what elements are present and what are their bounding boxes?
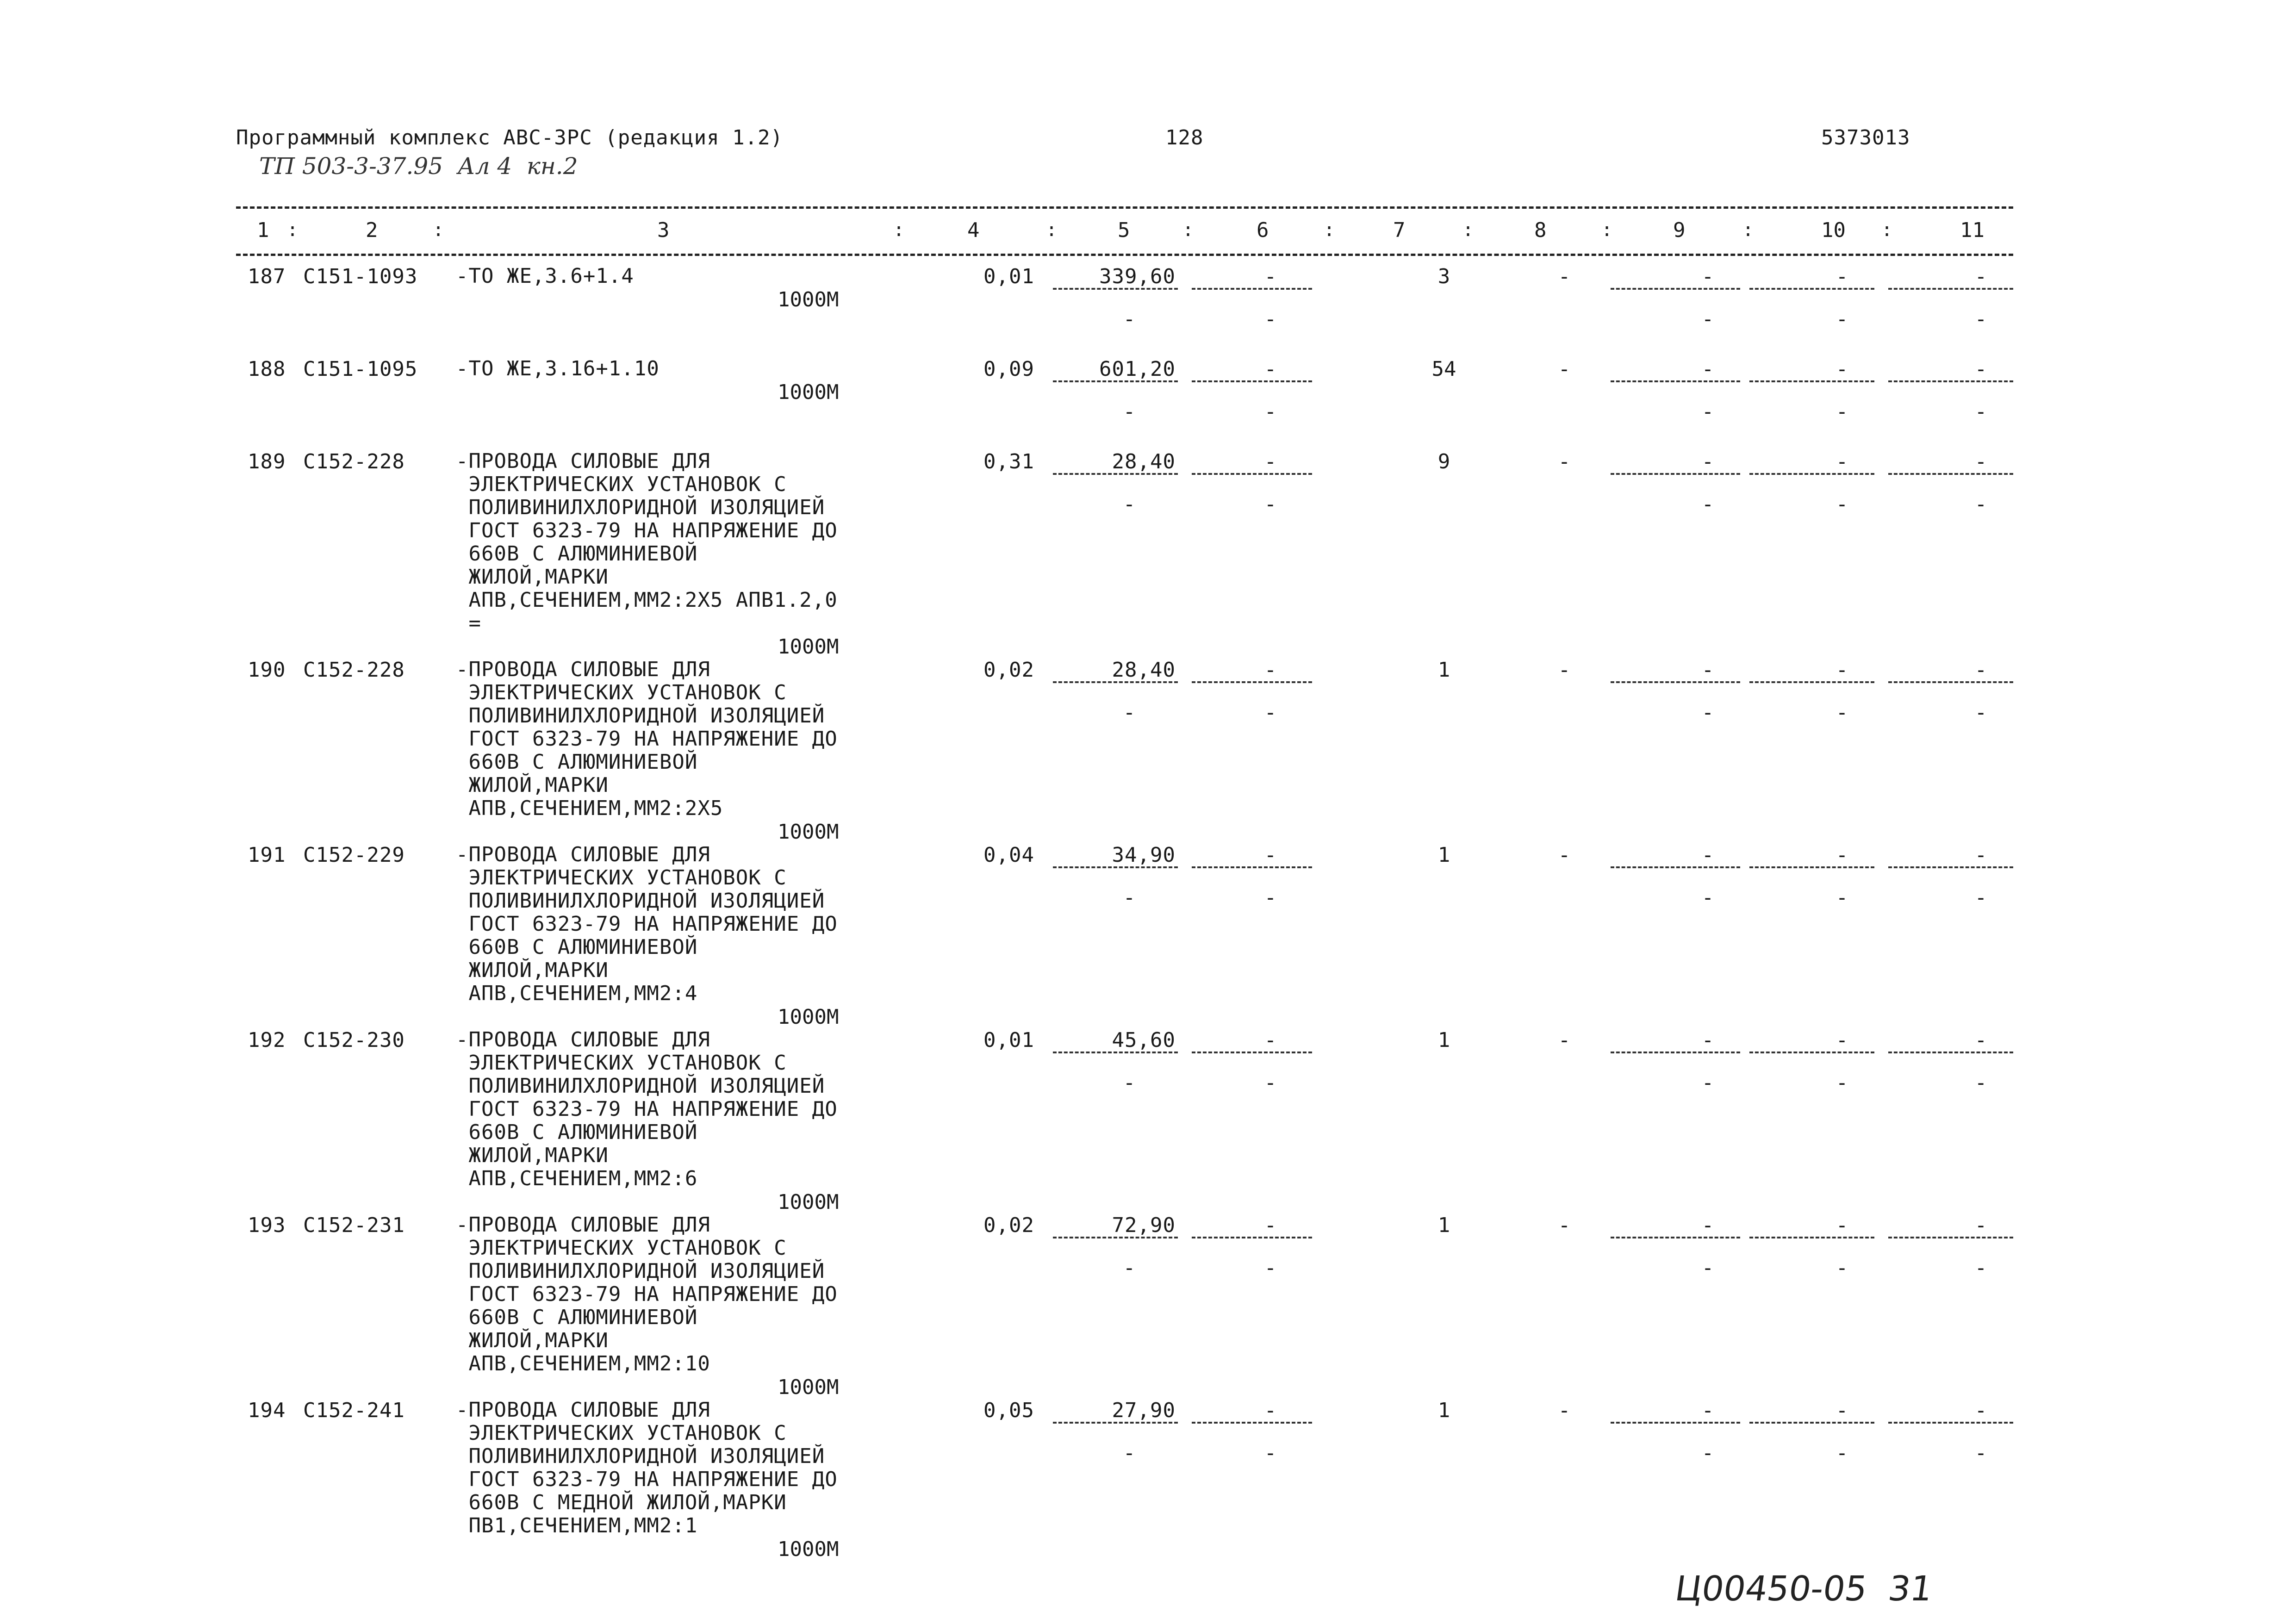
unit-cost: 34,90: [1112, 843, 1176, 867]
quantity: 0,09: [983, 357, 1034, 381]
cell-col7: 54: [1431, 357, 1456, 381]
cell-divider: [1888, 380, 2013, 382]
unit-cost: 45,60: [1112, 1028, 1176, 1052]
cell-divider: [1053, 380, 1178, 382]
column-separator: :: [1742, 219, 1754, 241]
cell-divider: [1192, 473, 1312, 475]
cell-col11-lower: -: [1974, 1441, 1987, 1465]
cell-divider: [1611, 473, 1740, 475]
rate-code: С152-241: [303, 1399, 405, 1422]
cell-col5-lower: -: [1123, 492, 1136, 516]
cell-divider: [1611, 681, 1740, 683]
unit-of-measure: 1000М: [778, 1005, 839, 1029]
cell-divider: [1749, 681, 1874, 683]
rate-code: С152-230: [303, 1028, 405, 1052]
cell-col10: -: [1836, 843, 1848, 867]
row-number: 191: [248, 843, 286, 867]
cell-col7: 1: [1437, 1028, 1450, 1052]
cell-col9-lower: -: [1701, 1441, 1714, 1465]
cell-col8: -: [1558, 265, 1571, 288]
cell-divider: [1749, 1237, 1874, 1238]
column-separator: :: [1324, 219, 1335, 241]
cell-col5-lower: -: [1123, 307, 1136, 331]
cell-col9: -: [1701, 658, 1714, 682]
rate-code: С151-1095: [303, 357, 418, 381]
unit-cost: 601,20: [1099, 357, 1176, 381]
cell-divider: [1192, 681, 1312, 683]
unit-of-measure: 1000М: [778, 1190, 839, 1214]
cell-col9: -: [1701, 1399, 1714, 1422]
work-description: -ТО ЖЕ,3.16+1.10: [456, 357, 660, 380]
cell-col11-lower: -: [1974, 886, 1987, 909]
cell-col7: 1: [1437, 658, 1450, 682]
cell-divider: [1888, 681, 2013, 683]
cell-col8: -: [1558, 1213, 1571, 1237]
cell-col6: -: [1264, 1028, 1277, 1052]
column-header-10: 10: [1821, 218, 1846, 242]
cell-col10: -: [1836, 1399, 1848, 1422]
cell-divider: [1053, 1237, 1178, 1238]
cell-col8: -: [1558, 658, 1571, 682]
cell-col9: -: [1701, 450, 1714, 473]
unit-cost: 28,40: [1112, 450, 1176, 473]
cell-col8: -: [1558, 843, 1571, 867]
cell-col8: -: [1558, 450, 1571, 473]
cell-divider: [1749, 473, 1874, 475]
cell-col6: -: [1264, 843, 1277, 867]
unit-of-measure: 1000М: [778, 635, 839, 659]
cell-col11: -: [1974, 357, 1987, 381]
work-description: -ТО ЖЕ,3.6+1.4: [456, 264, 634, 288]
cell-col11: -: [1974, 1399, 1987, 1422]
unit-cost: 339,60: [1099, 265, 1176, 288]
rate-code: С152-228: [303, 450, 405, 473]
cell-col7: 1: [1437, 1399, 1450, 1422]
work-description: -ПРОВОДА СИЛОВЫЕ ДЛЯ ЭЛЕКТРИЧЕСКИХ УСТАНОВОК С ПОЛИВИНИЛХЛОРИДНОЙ ИЗОЛЯЦИЕЙ ГОСТ 6323-79 НА НАПРЯЖЕНИЕ ДО 660В С АЛЮМИНИЕВОЙ ЖИЛОЙ,МАРКИ АПВ,СЕЧЕНИЕМ,ММ2:10: [456, 1213, 838, 1375]
cell-col10: -: [1836, 265, 1848, 288]
cell-divider: [1888, 866, 2013, 868]
unit-of-measure: 1000М: [778, 380, 839, 404]
doc-code: 5373013: [1821, 126, 1910, 149]
cell-divider: [1888, 288, 2013, 290]
cell-col6: -: [1264, 1399, 1277, 1422]
cell-divider: [1749, 1422, 1874, 1424]
cell-col6: -: [1264, 658, 1277, 682]
cell-col9: -: [1701, 843, 1714, 867]
work-description: -ПРОВОДА СИЛОВЫЕ ДЛЯ ЭЛЕКТРИЧЕСКИХ УСТАНОВОК С ПОЛИВИНИЛХЛОРИДНОЙ ИЗОЛЯЦИЕЙ ГОСТ 6323-79 НА НАПРЯЖЕНИЕ ДО 660В С АЛЮМИНИЕВОЙ ЖИЛОЙ,МАРКИ АПВ,СЕЧЕНИЕМ,ММ2:2Х5 АПВ1.2,0 =: [456, 449, 838, 635]
column-header-7: 7: [1393, 218, 1406, 242]
cell-col11: -: [1974, 658, 1987, 682]
cell-col9: -: [1701, 357, 1714, 381]
header-bottom-rule: [236, 254, 2013, 256]
cell-divider: [1192, 866, 1312, 868]
cell-col11-lower: -: [1974, 701, 1987, 724]
cell-col10: -: [1836, 658, 1848, 682]
cell-col7: 3: [1437, 265, 1450, 288]
cell-divider: [1888, 473, 2013, 475]
cell-divider: [1053, 1052, 1178, 1053]
cell-col5-lower: -: [1123, 886, 1136, 909]
cell-col11: -: [1974, 265, 1987, 288]
cell-divider: [1611, 288, 1740, 290]
work-description: -ПРОВОДА СИЛОВЫЕ ДЛЯ ЭЛЕКТРИЧЕСКИХ УСТАНОВОК С ПОЛИВИНИЛХЛОРИДНОЙ ИЗОЛЯЦИЕЙ ГОСТ 6323-79 НА НАПРЯЖЕНИЕ ДО 660В С АЛЮМИНИЕВОЙ ЖИЛОЙ,МАРКИ АПВ,СЕЧЕНИЕМ,ММ2:2Х5: [456, 658, 838, 820]
column-separator: :: [893, 219, 905, 241]
cell-col10-lower: -: [1836, 400, 1848, 423]
cell-col9-lower: -: [1701, 307, 1714, 331]
cell-divider: [1611, 380, 1740, 382]
work-description: -ПРОВОДА СИЛОВЫЕ ДЛЯ ЭЛЕКТРИЧЕСКИХ УСТАНОВОК С ПОЛИВИНИЛХЛОРИДНОЙ ИЗОЛЯЦИЕЙ ГОСТ 6323-79 НА НАПРЯЖЕНИЕ ДО 660В С МЕДНОЙ ЖИЛОЙ,МАРКИ ПВ1,СЕЧЕНИЕМ,ММ2:1: [456, 1398, 838, 1537]
column-header-3: 3: [657, 218, 670, 242]
cell-col6-lower: -: [1264, 1256, 1277, 1280]
cell-col8: -: [1558, 1399, 1571, 1422]
cell-divider: [1053, 1422, 1178, 1424]
row-number: 192: [248, 1028, 286, 1052]
cell-col11-lower: -: [1974, 1256, 1987, 1280]
cell-col5-lower: -: [1123, 400, 1136, 423]
cell-col5-lower: -: [1123, 1256, 1136, 1280]
cell-col6: -: [1264, 1213, 1277, 1237]
rate-code: С152-229: [303, 843, 405, 867]
unit-cost: 28,40: [1112, 658, 1176, 682]
archive-stamp: Ц00450-05 31: [1672, 1569, 1935, 1609]
cell-col10-lower: -: [1836, 1441, 1848, 1465]
cell-col9-lower: -: [1701, 701, 1714, 724]
cell-divider: [1611, 866, 1740, 868]
unit-of-measure: 1000М: [778, 288, 839, 311]
work-description: -ПРОВОДА СИЛОВЫЕ ДЛЯ ЭЛЕКТРИЧЕСКИХ УСТАНОВОК С ПОЛИВИНИЛХЛОРИДНОЙ ИЗОЛЯЦИЕЙ ГОСТ 6323-79 НА НАПРЯЖЕНИЕ ДО 660В С АЛЮМИНИЕВОЙ ЖИЛОЙ,МАРКИ АПВ,СЕЧЕНИЕМ,ММ2:4: [456, 843, 838, 1005]
cell-col9: -: [1701, 1213, 1714, 1237]
cell-col11: -: [1974, 450, 1987, 473]
column-separator: :: [1881, 219, 1893, 241]
column-header-2: 2: [366, 218, 378, 242]
cell-col5-lower: -: [1123, 1441, 1136, 1465]
column-separator: :: [1601, 219, 1613, 241]
cell-col9-lower: -: [1701, 492, 1714, 516]
cell-col11: -: [1974, 1213, 1987, 1237]
cell-col5-lower: -: [1123, 701, 1136, 724]
cell-divider: [1053, 473, 1178, 475]
cell-col7: 9: [1437, 450, 1450, 473]
cell-divider: [1611, 1237, 1740, 1238]
cell-col6: -: [1264, 450, 1277, 473]
unit-cost: 72,90: [1112, 1213, 1176, 1237]
row-number: 190: [248, 658, 286, 682]
cell-col6-lower: -: [1264, 1071, 1277, 1095]
cell-divider: [1053, 866, 1178, 868]
cell-col8: -: [1558, 1028, 1571, 1052]
cell-col5-lower: -: [1123, 1071, 1136, 1095]
quantity: 0,02: [983, 658, 1034, 682]
cell-col9-lower: -: [1701, 886, 1714, 909]
cell-col6-lower: -: [1264, 1441, 1277, 1465]
row-number: 193: [248, 1213, 286, 1237]
rate-code: С152-231: [303, 1213, 405, 1237]
column-separator: :: [1182, 219, 1194, 241]
cell-col9-lower: -: [1701, 400, 1714, 423]
cell-divider: [1749, 288, 1874, 290]
cell-col9-lower: -: [1701, 1071, 1714, 1095]
cell-col8: -: [1558, 357, 1571, 381]
quantity: 0,04: [983, 843, 1034, 867]
cell-col10-lower: -: [1836, 492, 1848, 516]
cell-col6: -: [1264, 265, 1277, 288]
cell-divider: [1053, 288, 1178, 290]
quantity: 0,01: [983, 265, 1034, 288]
unit-of-measure: 1000М: [778, 1375, 839, 1399]
cell-col10: -: [1836, 450, 1848, 473]
cell-col11: -: [1974, 1028, 1987, 1052]
quantity: 0,01: [983, 1028, 1034, 1052]
cell-col11: -: [1974, 843, 1987, 867]
rate-code: С152-228: [303, 658, 405, 682]
cell-col9: -: [1701, 265, 1714, 288]
cell-col10-lower: -: [1836, 701, 1848, 724]
cell-col6: -: [1264, 357, 1277, 381]
cell-divider: [1192, 1422, 1312, 1424]
cell-col10: -: [1836, 1213, 1848, 1237]
cell-divider: [1053, 681, 1178, 683]
column-header-5: 5: [1118, 218, 1130, 242]
cell-divider: [1749, 866, 1874, 868]
column-header-1: 1: [257, 218, 269, 242]
cell-divider: [1888, 1052, 2013, 1053]
unit-of-measure: 1000М: [778, 1537, 839, 1561]
cell-col10: -: [1836, 357, 1848, 381]
cell-col10-lower: -: [1836, 1071, 1848, 1095]
unit-of-measure: 1000М: [778, 820, 839, 844]
cell-col7: 1: [1437, 1213, 1450, 1237]
column-separator: :: [433, 219, 444, 241]
page-number: 128: [1165, 126, 1204, 149]
column-header-4: 4: [967, 218, 980, 242]
quantity: 0,31: [983, 450, 1034, 473]
quantity: 0,05: [983, 1399, 1034, 1422]
cell-col11-lower: -: [1974, 1071, 1987, 1095]
cell-divider: [1611, 1052, 1740, 1053]
cell-divider: [1611, 1422, 1740, 1424]
cell-col10-lower: -: [1836, 307, 1848, 331]
cell-col10: -: [1836, 1028, 1848, 1052]
cell-divider: [1749, 380, 1874, 382]
row-number: 189: [248, 450, 286, 473]
cell-divider: [1192, 380, 1312, 382]
cell-col6-lower: -: [1264, 701, 1277, 724]
quantity: 0,02: [983, 1213, 1034, 1237]
handwritten-reference: ТП 503-3-37.95 Ал 4 кн.2: [259, 153, 578, 180]
cell-divider: [1888, 1237, 2013, 1238]
cell-col6-lower: -: [1264, 307, 1277, 331]
row-number: 187: [248, 265, 286, 288]
row-number: 188: [248, 357, 286, 381]
column-separator: :: [287, 219, 299, 241]
column-header-6: 6: [1257, 218, 1269, 242]
row-number: 194: [248, 1399, 286, 1422]
cell-divider: [1192, 1052, 1312, 1053]
cell-col6-lower: -: [1264, 886, 1277, 909]
work-description: -ПРОВОДА СИЛОВЫЕ ДЛЯ ЭЛЕКТРИЧЕСКИХ УСТАНОВОК С ПОЛИВИНИЛХЛОРИДНОЙ ИЗОЛЯЦИЕЙ ГОСТ 6323-79 НА НАПРЯЖЕНИЕ ДО 660В С АЛЮМИНИЕВОЙ ЖИЛОЙ,МАРКИ АПВ,СЕЧЕНИЕМ,ММ2:6: [456, 1028, 838, 1190]
cell-col11-lower: -: [1974, 400, 1987, 423]
cell-col9-lower: -: [1701, 1256, 1714, 1280]
column-header-8: 8: [1534, 218, 1547, 242]
column-header-9: 9: [1673, 218, 1686, 242]
cell-col6-lower: -: [1264, 400, 1277, 423]
cell-col9: -: [1701, 1028, 1714, 1052]
cell-divider: [1192, 288, 1312, 290]
column-header-11: 11: [1960, 218, 1985, 242]
cell-col7: 1: [1437, 843, 1450, 867]
top-rule: [236, 206, 2013, 209]
rate-code: С151-1093: [303, 265, 418, 288]
column-separator: :: [1462, 219, 1474, 241]
cell-col11-lower: -: [1974, 307, 1987, 331]
cell-col10-lower: -: [1836, 1256, 1848, 1280]
cell-col6-lower: -: [1264, 492, 1277, 516]
cell-col11-lower: -: [1974, 492, 1987, 516]
column-separator: :: [1046, 219, 1058, 241]
cell-divider: [1888, 1422, 2013, 1424]
cell-divider: [1192, 1237, 1312, 1238]
cell-divider: [1749, 1052, 1874, 1053]
cell-col10-lower: -: [1836, 886, 1848, 909]
unit-cost: 27,90: [1112, 1399, 1176, 1422]
program-title: Программный комплекс АВС-ЗРС (редакция 1.2): [236, 126, 784, 149]
